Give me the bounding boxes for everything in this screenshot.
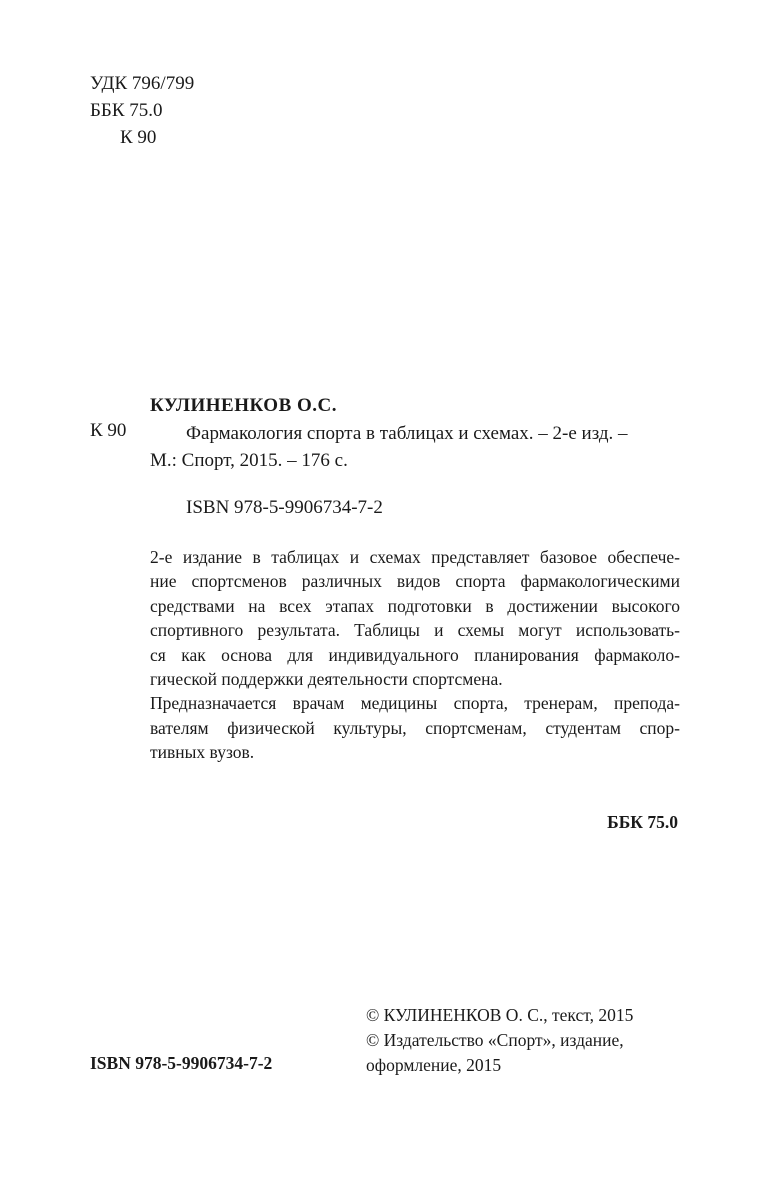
isbn-footer: ISBN 978-5-9906734-7-2 [90, 1053, 273, 1073]
copyright-block [366, 1003, 633, 1078]
annotation-line: 2-е издание в таблицах и схемах представляет базовое обеспече- [150, 547, 680, 567]
annotation-line: Предназначается врачам медицины спорта, тренерам, препода- [150, 693, 680, 714]
annotation-line: ние спортсменов различных видов спорта фармакологическими [150, 571, 680, 592]
annotation-line: ся как основа для индивидуального планирования фармаколо- [150, 644, 680, 665]
copyright-line-1: © КУЛИНЕНКОВ О. С., текст, 2015 [366, 1005, 634, 1025]
annotation-line: вателям физической культуры, спортсменам, студентам спор- [150, 717, 680, 738]
bbk-footer: ББК 75.0 [607, 812, 678, 832]
author-mark: К 90 [120, 127, 157, 148]
udk-code: УДК 796/799 [90, 73, 195, 94]
annotation-line: гической поддержки деятельности спортсмена. [150, 669, 503, 690]
title-line-1: Фармакология спорта в таблицах и схемах. – 2-е изд. – [186, 423, 628, 444]
annotation [150, 545, 680, 765]
classification-block [90, 70, 194, 151]
annotation-line: тивных вузов. [150, 742, 255, 763]
copyright-line-2: © Издательство «Спорт», издание, [366, 1030, 624, 1050]
title-line-2: М.: Спорт, 2015. – 176 с. [150, 450, 348, 471]
bibliographic-description [150, 420, 678, 474]
bbk-code: ББК 75.0 [90, 100, 163, 121]
author-name: КУЛИНЕНКОВ О.С. [150, 395, 338, 416]
record-isbn: ISBN 978-5-9906734-7-2 [186, 497, 383, 518]
annotation-line: спортивного результата. Таблицы и схемы могут использовать- [150, 620, 680, 641]
annotation-line: средствами на всех этапах подготовки в достижении высокого [150, 595, 680, 616]
copyright-line-3: оформление, 2015 [366, 1055, 502, 1075]
record-author-mark: К 90 [90, 420, 127, 441]
